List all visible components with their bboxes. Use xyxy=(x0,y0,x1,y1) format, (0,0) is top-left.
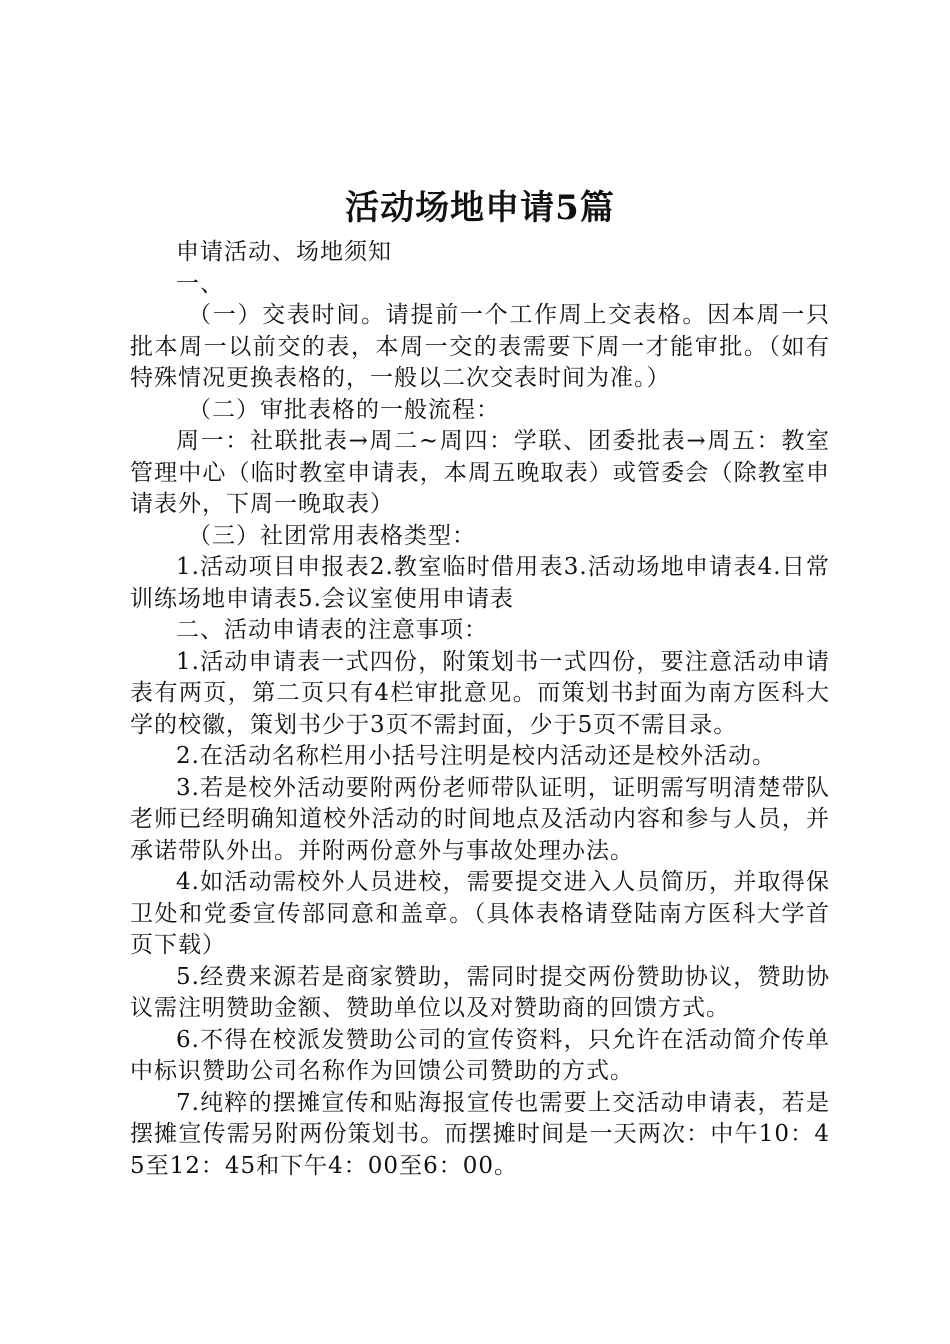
paragraph-item-4: 4.如活动需校外人员进校，需要提交进入人员简历，并取得保卫处和党委宣传部同意和盖章。（具体表格请登陆南方医科大学首页下载） xyxy=(130,869,830,958)
paragraph-approval-flow: 周一：社联批表→周二~周四：学联、团委批表→周五：教室管理中心（临时教室申请表，本周五晚取表）或管委会（除教室申请表外，下周一晚取表） xyxy=(130,428,830,517)
paragraph-item-3: 3.若是校外活动要附两份老师带队证明，证明需写明清楚带队老师已经明确知道校外活动的时间地点及活动内容和参与人员，并承诺带队外出。并附两份意外与事故处理办法。 xyxy=(130,774,830,864)
paragraph-section-one: 一、 xyxy=(176,270,224,297)
paragraph-notice-heading: 申请活动、场地须知 xyxy=(176,239,392,265)
document-title: 活动场地申请5篇 xyxy=(345,188,615,228)
paragraph-item-6: 6.不得在校派发赞助公司的宣传资料，只允许在活动简介传单中标识赞助公司名称作为回馈公司赞助的方式。 xyxy=(130,1026,830,1084)
paragraph-section-two: 二、活动申请表的注意事项： xyxy=(176,617,488,643)
paragraph-form-types-heading: （三）社团常用表格类型： xyxy=(188,522,476,549)
paragraph-approval-flow-heading: （二）审批表格的一般流程： xyxy=(188,396,500,423)
paragraph-item-2: 2.在活动名称栏用小括号注明是校内活动还是校外活动。 xyxy=(176,743,776,769)
document-page xyxy=(130,183,830,1182)
paragraph-form-types: 1.活动项目申报表2.教室临时借用表3.活动场地申请表4.日常训练场地申请表5.会议室使用申请表 xyxy=(130,554,830,612)
paragraph-item-5: 5.经费来源若是商家赞助，需同时提交两份赞助协议，赞助协议需注明赞助金额、赞助单位以及对赞助商的回馈方式。 xyxy=(130,963,830,1021)
paragraph-item-7: 7.纯粹的摆摊宣传和贴海报宣传也需要上交活动申请表，若是摆摊宣传需另附两份策划书。而摆摊时间是一天两次：中午10：45至12：45和下午4：00至6：00。 xyxy=(130,1089,830,1179)
paragraph-submission-time: （一）交表时间。请提前一个工作周上交表格。因本周一只批本周一以前交的表，本周一交的表需要下周一才能审批。（如有特殊情况更换表格的，一般以二次交表时间为准。） xyxy=(130,302,830,391)
paragraph-item-1: 1.活动申请表一式四份，附策划书一式四份，要注意活动申请表有两页，第二页只有4栏审批意见。而策划书封面为南方医科大学的校徽，策划书少于3页不需封面，少于5页不需目录。 xyxy=(130,648,830,738)
